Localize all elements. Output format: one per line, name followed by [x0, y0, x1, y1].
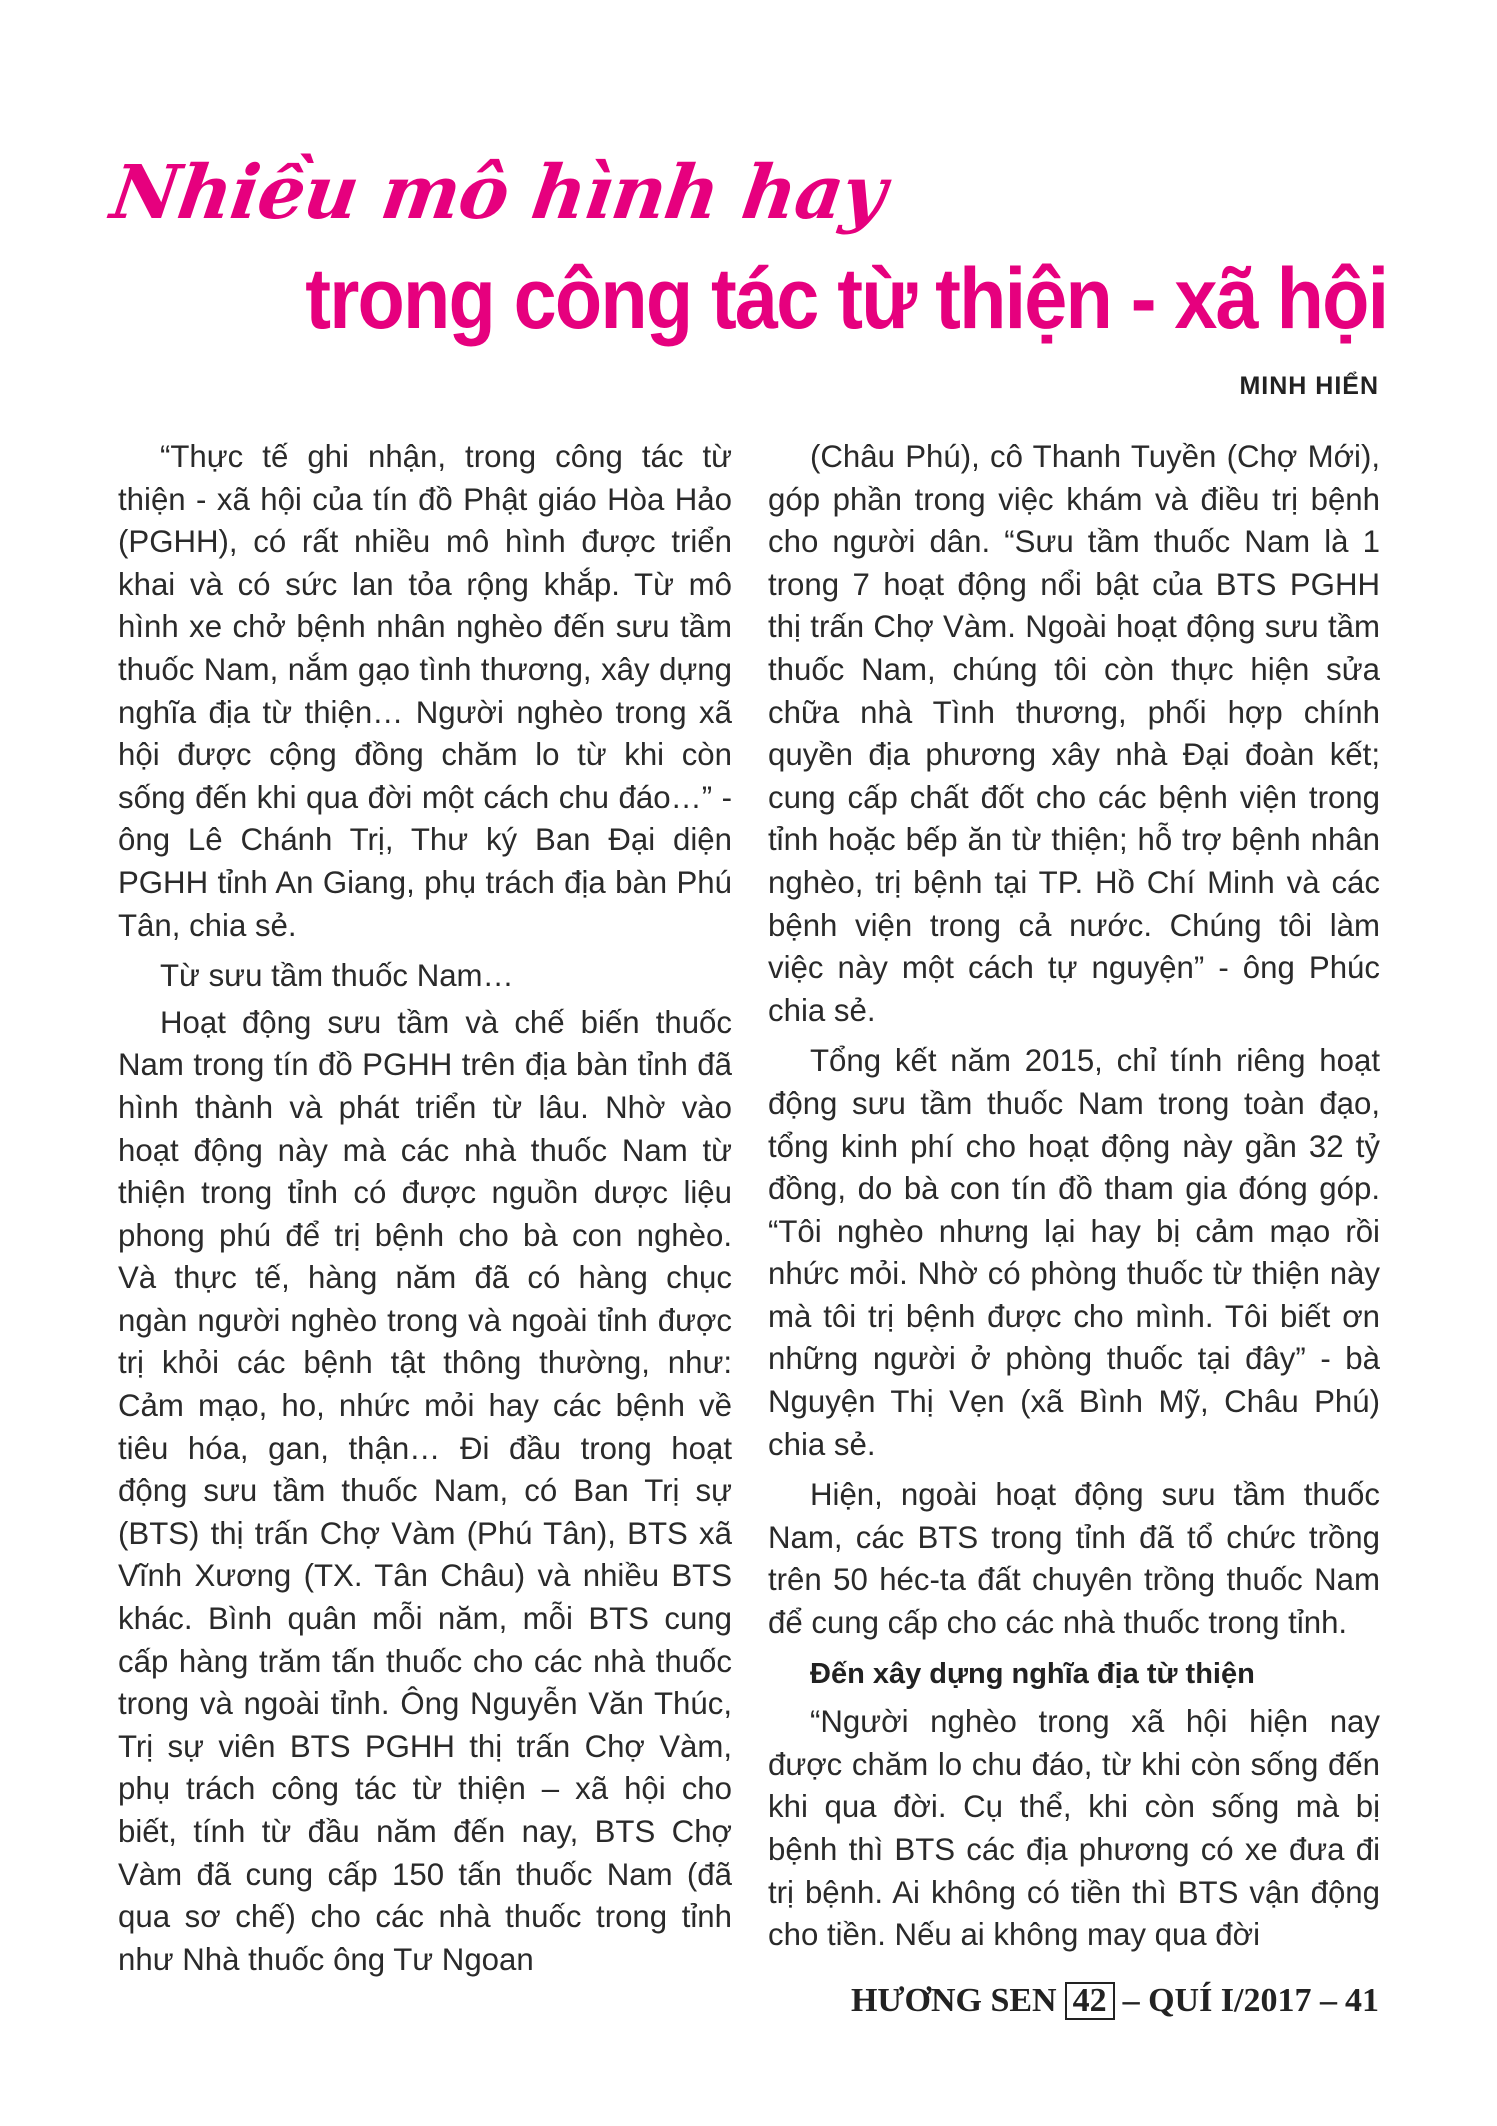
page-number: 41: [1345, 1982, 1379, 2019]
issue-period: – QUÍ I/2017 –: [1122, 1982, 1337, 2019]
issue-number: 42: [1065, 1982, 1115, 2020]
right-column: [768, 436, 1380, 1965]
paragraph: Hoạt động sưu tầm và chế biến thuốc Nam trong tín đồ PGHH trên địa bàn tỉnh đã hình thành và phát triển từ lâu. Nhờ vào hoạt động này mà các nhà thuốc Nam từ thiện trong tỉnh có được nguồn dược liệu phong phú để trị bệnh cho bà con nghèo. Và thực tế, hàng năm đã có hàng chục ngàn người nghèo trong và ngoài tỉnh được trị khỏi các bệnh tật thông thường, như: Cảm mạo, ho, nhức mỏi hay các bệnh về tiêu hóa, gan, thận… Đi đầu trong hoạt động sưu tầm thuốc Nam, có Ban Trị sự (BTS) thị trấn Chợ Vàm (Phú Tân), BTS xã Vĩnh Xương (TX. Tân Châu) và nhiều BTS khác. Bình quân mỗi năm, mỗi BTS cung cấp hàng trăm tấn thuốc cho các nhà thuốc trong và ngoài tỉnh. Ông Nguyễn Văn Thúc, Trị sự viên BTS PGHH thị trấn Chợ Vàm, phụ trách công tác từ thiện – xã hội cho biết, tính từ đầu năm đến nay, BTS Chợ Vàm đã cung cấp 150 tấn thuốc Nam (đã qua sơ chế) cho các nhà thuốc trong tỉnh như Nhà thuốc ông Tư Ngoan: [118, 1004, 732, 1977]
section-intro: Từ sưu tầm thuốc Nam…: [160, 958, 514, 994]
paragraph: “Thực tế ghi nhận, trong công tác từ thiện - xã hội của tín đồ Phật giáo Hòa Hảo (PGHH), có rất nhiều mô hình được triển khai và có sức lan tỏa rộng khắp. Từ mô hình xe chở bệnh nhân nghèo đến sưu tầm thuốc Nam, nắm gạo tình thương, xây dựng nghĩa địa từ thiện… Người nghèo trong xã hội được cộng đồng chăm lo từ khi còn sống đến khi qua đời một cách chu đáo…” - ông Lê Chánh Trị, Thư ký Ban Đại diện PGHH tỉnh An Giang, phụ trách địa bàn Phú Tân, chia sẻ.: [118, 439, 732, 943]
magazine-name: HƯƠNG SEN: [850, 1982, 1057, 2019]
page-footer: [851, 1982, 1379, 2020]
paragraph: “Người nghèo trong xã hội hiện nay được chăm lo chu đáo, từ khi còn sống đến khi qua đời. Cụ thể, khi còn sống mà bị bệnh thì BTS các địa phương có xe đưa đi trị bệnh. Ai không có tiền thì BTS vận động cho tiền. Nếu ai không may qua đời: [768, 1704, 1380, 1953]
left-column: [118, 436, 732, 1989]
author-byline: MINH HIỂN: [1239, 372, 1379, 400]
article-title-line-1: Nhiều mô hình hay: [105, 150, 891, 236]
paragraph: Hiện, ngoài hoạt động sưu tầm thuốc Nam, các BTS trong tỉnh đã tổ chức trồng trên 50 héc-ta đất chuyên trồng thuốc Nam để cung cấp cho các nhà thuốc trong tỉnh.: [768, 1477, 1380, 1641]
section-subheading: Đến xây dựng nghĩa địa từ thiện: [810, 1657, 1255, 1690]
paragraph: (Châu Phú), cô Thanh Tuyền (Chợ Mới), góp phần trong việc khám và điều trị bệnh cho người dân. “Sưu tầm thuốc Nam là 1 trong 7 hoạt động nổi bật của BTS PGHH thị trấn Chợ Vàm. Ngoài hoạt động sưu tầm thuốc Nam, chúng tôi còn thực hiện sửa chữa nhà Tình thương, phối hợp chính quyền địa phương xây nhà Đại đoàn kết; cung cấp chất đốt cho các bệnh viện trong tỉnh hoặc bếp ăn từ thiện; hỗ trợ bệnh nhân nghèo, trị bệnh tại TP. Hồ Chí Minh và các bệnh viện trong cả nước. Chúng tôi làm việc này một cách tự nguyện” - ông Phúc chia sẻ.: [768, 439, 1380, 1028]
article-title-line-2: trong công tác từ thiện - xã hội: [304, 251, 1387, 347]
paragraph: Tổng kết năm 2015, chỉ tính riêng hoạt động sưu tầm thuốc Nam trong toàn đạo, tổng kinh phí cho hoạt động này gần 32 tỷ đồng, do bà con tín đồ tham gia đóng góp. “Tôi nghèo nhưng lại hay bị cảm mạo rồi nhức mỏi. Nhờ có phòng thuốc từ thiện này mà tôi trị bệnh được cho mình. Tôi biết ơn những người ở phòng thuốc tại đây” - bà Nguyện Thị Vẹn (xã Bình Mỹ, Châu Phú) chia sẻ.: [768, 1043, 1380, 1462]
